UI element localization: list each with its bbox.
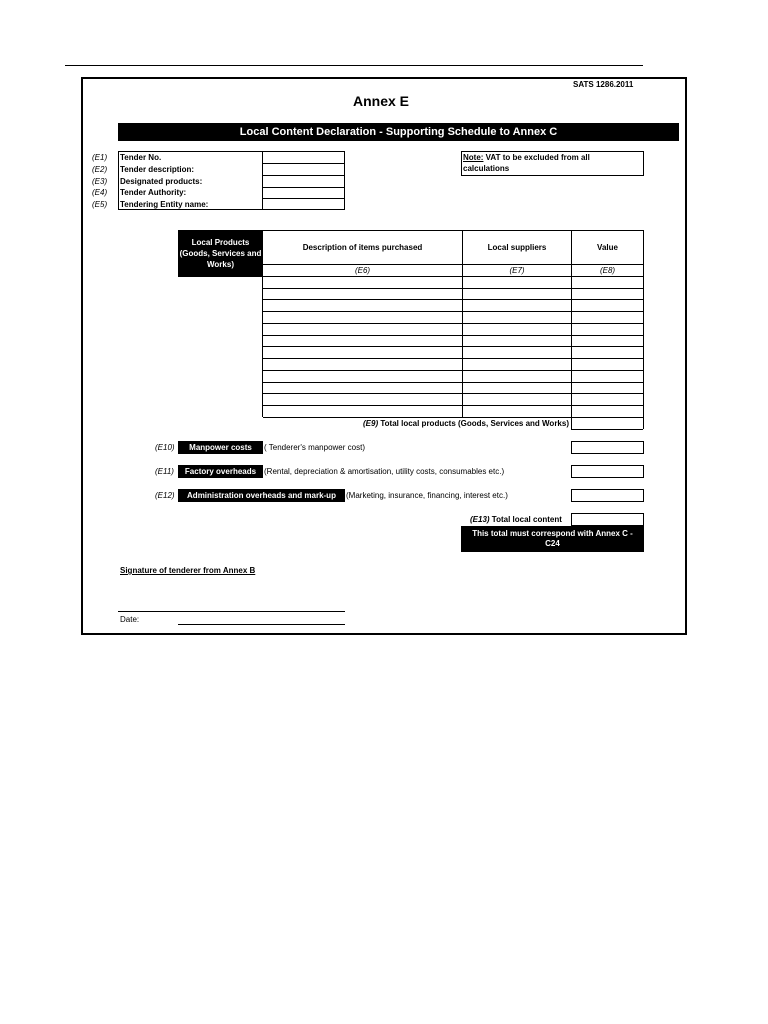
- field-code-e5: (E5): [92, 200, 108, 209]
- table-row-rule: [263, 358, 643, 359]
- signature-line[interactable]: [118, 611, 345, 612]
- page-title: Annex E: [353, 93, 410, 109]
- standard-ref: SATS 1286.2011: [573, 80, 634, 89]
- field-code-e1: (E1): [92, 153, 108, 162]
- local-products-header-line3: Works): [207, 260, 234, 269]
- admin-overheads-field[interactable]: [571, 489, 644, 502]
- table-row-rule: [263, 311, 643, 312]
- table-row-rule: [263, 393, 643, 394]
- local-products-header: [178, 230, 263, 277]
- factory-overheads-label-box: [178, 465, 263, 478]
- designated-products-label: Designated products:: [120, 177, 203, 186]
- factory-overheads-label: Factory overheads: [184, 467, 257, 476]
- table-row-rule: [263, 370, 643, 371]
- note-body-line2: calculations: [463, 164, 510, 173]
- note-body: VAT to be excluded from all: [483, 153, 590, 162]
- field-code-e3: (E3): [92, 177, 108, 186]
- tender-no-field[interactable]: [263, 152, 344, 162]
- tender-description-field[interactable]: [263, 164, 344, 174]
- top-rule: [65, 65, 643, 66]
- col-value-header: Value: [597, 243, 618, 252]
- table-row-rule: [263, 323, 643, 324]
- signature-label: Signature of tenderer from Annex B: [120, 566, 256, 575]
- tendering-entity-label: Tendering Entity name:: [120, 200, 209, 209]
- designated-products-field[interactable]: [263, 176, 344, 186]
- table-top-border: [263, 230, 643, 231]
- code-e10: (E10): [155, 443, 175, 452]
- col-description-header: Description of items purchased: [302, 243, 423, 252]
- total-products-value[interactable]: [572, 418, 643, 428]
- code-e13: (E13): [470, 515, 490, 524]
- manpower-costs-field[interactable]: [571, 441, 644, 454]
- admin-overheads-label-box: [178, 489, 345, 502]
- admin-overheads-desc: (Marketing, insurance, financing, interest etc.): [346, 491, 508, 500]
- code-e7: (E7): [509, 266, 525, 275]
- tender-authority-field[interactable]: [263, 188, 344, 197]
- title-banner-text: Local Content Declaration - Supporting Schedule to Annex C: [239, 126, 558, 138]
- code-e11: (E11): [155, 467, 174, 476]
- manpower-costs-label-box: [178, 441, 263, 454]
- admin-overheads-label: Administration overheads and mark-up: [187, 491, 336, 500]
- title-banner: [118, 123, 679, 141]
- table-row-rule: [263, 299, 643, 300]
- code-e6: (E6): [354, 266, 371, 275]
- table-row-rule: [263, 346, 643, 347]
- total-content-row: [470, 514, 562, 525]
- code-e8: (E8): [599, 266, 616, 275]
- field-code-e4: (E4): [92, 188, 108, 197]
- factory-overheads-field[interactable]: [571, 465, 644, 478]
- total-content-label: Total local content: [491, 515, 562, 524]
- note-text: [463, 152, 643, 163]
- date-line[interactable]: [178, 624, 345, 625]
- total-products-row: [363, 418, 570, 429]
- table-right-border: [643, 230, 644, 429]
- total-content-field[interactable]: [571, 513, 644, 526]
- total-content-note: [461, 526, 644, 552]
- table-row-rule: [263, 288, 643, 289]
- code-e12: (E12): [155, 491, 175, 500]
- total-cell-bottom: [571, 429, 643, 430]
- total-content-note-line2: C24: [545, 539, 560, 548]
- table-row-rule: [263, 382, 643, 383]
- local-products-header-line1: Local Products: [191, 238, 250, 247]
- tender-no-label: Tender No.: [120, 153, 162, 162]
- code-e9: (E9): [363, 419, 379, 428]
- tendering-entity-field[interactable]: [263, 199, 344, 209]
- table-row-rule: [263, 405, 643, 406]
- table-divider-2: [571, 230, 572, 429]
- field-code-e2: (E2): [92, 165, 108, 174]
- tender-authority-label: Tender Authority:: [120, 188, 187, 197]
- col-suppliers-header: Local suppliers: [487, 243, 547, 252]
- date-label: Date:: [120, 615, 140, 624]
- manpower-costs-desc: ( Tenderer's manpower cost): [264, 443, 365, 452]
- note-label: Note:: [463, 153, 484, 162]
- table-code-border: [263, 276, 643, 277]
- manpower-costs-label: Manpower costs: [189, 443, 252, 452]
- total-content-note-line1: This total must correspond with Annex C -: [472, 529, 633, 538]
- tender-description-label: Tender description:: [120, 165, 195, 174]
- factory-overheads-desc: (Rental, depreciation & amortisation, utility costs, consumables etc.): [264, 467, 505, 476]
- table-row-rule: [263, 335, 643, 336]
- local-products-header-line2: (Goods, Services and: [179, 249, 262, 258]
- total-products-label: Total local products (Goods, Services and Works): [380, 419, 569, 428]
